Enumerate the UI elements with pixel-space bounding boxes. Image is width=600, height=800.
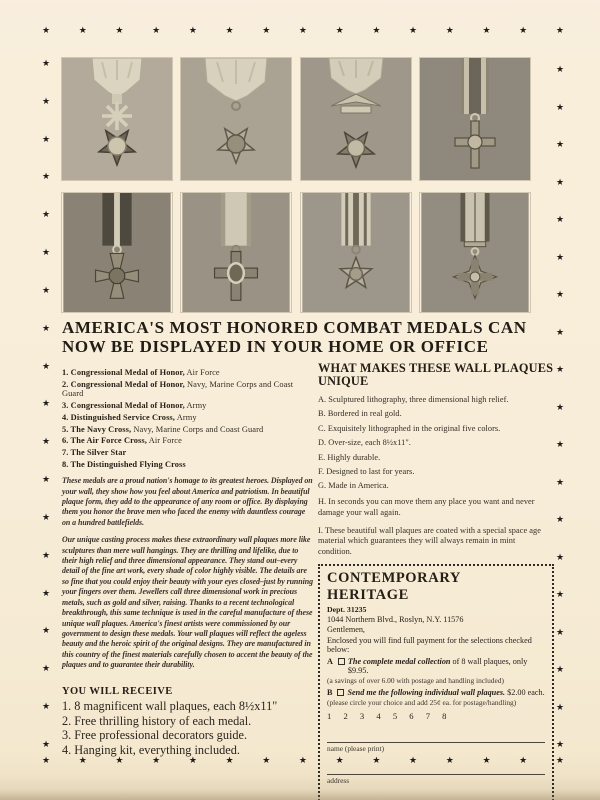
star-icon: ★ <box>42 248 51 259</box>
circle-number-7[interactable]: 7 <box>425 711 433 722</box>
medal-name-list <box>62 368 314 469</box>
unique-heading: WHAT MAKES THESE WALL PLAQUES UNIQUE <box>318 361 554 388</box>
star-icon: ★ <box>409 26 418 36</box>
left-column <box>62 368 314 671</box>
you-will-receive-section <box>62 686 322 757</box>
star-icon: ★ <box>556 177 565 188</box>
star-icon: ★ <box>519 26 528 36</box>
star-icon: ★ <box>42 702 51 713</box>
star-icon: ★ <box>482 26 491 36</box>
option-a-note: (a savings of over 6.00 with postage and handling included) <box>327 676 504 686</box>
star-icon: ★ <box>298 26 307 36</box>
company-name: CONTEMPORARY HERITAGE <box>327 570 461 604</box>
star-icon: ★ <box>42 739 51 750</box>
salutation: Gentlemen, <box>327 625 365 635</box>
distinguished-service-cross-image <box>420 58 530 180</box>
medal-photo-7 <box>301 193 411 312</box>
medal-list-item: 1. Congressional Medal of Honor, Air Force <box>62 368 220 377</box>
star-icon: ★ <box>42 475 51 486</box>
receive-item: 2. Free thrilling history of each medal. <box>62 713 252 728</box>
medal-photo-4 <box>420 58 530 180</box>
star-icon: ★ <box>152 26 161 36</box>
star-border-left <box>42 60 50 750</box>
star-icon: ★ <box>78 756 87 766</box>
medal-list-item: 6. The Air Force Cross, Air Force <box>62 436 182 446</box>
name-field-label: name (please print) <box>327 744 385 754</box>
star-icon: ★ <box>555 756 564 766</box>
star-icon: ★ <box>445 26 454 36</box>
star-icon: ★ <box>42 172 51 183</box>
star-icon: ★ <box>556 702 565 713</box>
star-icon: ★ <box>115 756 124 766</box>
star-icon: ★ <box>42 210 51 221</box>
option-b-row: B Send me the following individual wall plaques. $2.00 each. <box>327 688 545 698</box>
star-icon: ★ <box>115 26 124 36</box>
company-address: 1044 Northern Blvd., Roslyn, N.Y. 11576 <box>327 615 464 625</box>
circle-number-5[interactable]: 5 <box>392 711 400 722</box>
medal-of-honor-army-image <box>301 58 411 180</box>
intro-paragraph-2: Our unique casting process makes these extraordinary wall plaques more like sculptures than mere wall hangings. They are thrilling and lifelike, due to their high relief and three dimensional appearance. They stand out–every detail of the fine art work, every shade of color highly visible. The details are so fine that you could enjoy their beauty with your eyes closed–just by running your fingers over them. Jewellers call three dimensional work in precious metals, such as gold and silver, raising. Thanks to a recent technological breakthrough, this same technique is used in the careful manufacture of these unique wall plaques. America's finest artists were commissioned by our government to design these medals. Your wall plaques will reflect the ageless beauty and the heroic spirit of the original designs. They are manufactured in this country of the finest materials carefully chosen to accent the beauty of the plaques and to guarantee their durability. <box>62 535 313 670</box>
star-icon: ★ <box>225 756 234 766</box>
right-column <box>318 362 558 800</box>
star-icon: ★ <box>556 627 565 638</box>
star-icon: ★ <box>445 756 454 766</box>
star-icon: ★ <box>556 440 565 450</box>
star-icon: ★ <box>556 327 565 338</box>
unique-features-list <box>318 395 558 557</box>
star-icon: ★ <box>42 323 51 334</box>
unique-item: G. Made in America. <box>318 481 389 491</box>
star-icon: ★ <box>225 26 234 36</box>
medal-of-honor-navy-image <box>181 58 291 180</box>
star-icon: ★ <box>556 402 565 413</box>
air-force-cross-image <box>181 193 291 312</box>
star-icon: ★ <box>556 252 565 263</box>
option-b-checkbox[interactable] <box>337 689 344 696</box>
star-icon: ★ <box>556 365 565 375</box>
circle-number-2[interactable]: 2 <box>343 711 350 722</box>
star-icon: ★ <box>556 140 565 150</box>
star-icon: ★ <box>42 512 51 523</box>
address-field[interactable] <box>327 767 545 775</box>
medal-list-item: 4. Distinguished Service Cross, Army <box>62 412 197 422</box>
dept-number: Dept. 31235 <box>327 605 367 615</box>
unique-item: F. Designed to last for years. <box>318 466 415 476</box>
star-icon: ★ <box>335 756 344 766</box>
star-icon: ★ <box>42 59 51 69</box>
star-icon: ★ <box>42 437 51 448</box>
unique-item: D. Over-size, each 8½x11". <box>318 438 411 448</box>
star-icon: ★ <box>42 285 51 296</box>
unique-item: E. Highly durable. <box>318 452 381 462</box>
circle-number-4[interactable]: 4 <box>376 711 383 722</box>
circle-choice-numbers <box>327 711 545 721</box>
silver-star-image <box>301 193 411 312</box>
unique-item: B. Bordered in real gold. <box>318 409 402 419</box>
medal-photo-6 <box>181 193 291 312</box>
star-icon: ★ <box>78 26 87 36</box>
medal-list-item: 2. Congressional Medal of Honor, Navy, Marine Corps and Coast Guard <box>62 379 294 398</box>
star-icon: ★ <box>556 290 565 300</box>
medal-photo-3 <box>301 58 411 180</box>
headline <box>62 318 548 356</box>
star-icon: ★ <box>42 550 51 561</box>
receive-list <box>62 699 322 757</box>
medal-list-item: 5. The Navy Cross, Navy, Marine Corps and Coast Guard <box>62 424 264 434</box>
star-icon: ★ <box>556 552 565 563</box>
star-icon: ★ <box>42 664 51 675</box>
star-icon: ★ <box>152 756 161 766</box>
star-icon: ★ <box>188 756 197 766</box>
medal-photo-5 <box>62 193 172 312</box>
headline-line-2: NOW BE DISPLAYED IN YOUR HOME OR OFFICE <box>62 337 489 356</box>
receive-item: 1. 8 magnificent wall plaques, each 8½x11" <box>62 699 278 713</box>
medal-of-honor-air-force-image <box>62 58 172 180</box>
name-field[interactable] <box>327 735 545 743</box>
receive-heading: YOU WILL RECEIVE <box>62 686 173 697</box>
unique-item: I. These beautiful wall plaques are coated with a special space age material which guarantees they will always remain in mint condition. <box>318 525 541 556</box>
star-icon: ★ <box>372 756 381 766</box>
option-b-note: (please circle your choice and add 25¢ ea. for postage/handling) <box>327 698 517 708</box>
order-coupon <box>318 564 554 800</box>
star-icon: ★ <box>42 134 51 145</box>
star-icon: ★ <box>556 477 565 488</box>
distinguished-flying-cross-image <box>420 193 530 312</box>
receive-item: 3. Free professional decorators guide. <box>62 728 248 743</box>
address-field-label: address <box>327 776 350 786</box>
medal-photo-1 <box>62 58 172 180</box>
star-icon: ★ <box>556 515 565 525</box>
star-icon: ★ <box>188 26 197 36</box>
star-icon: ★ <box>556 590 565 600</box>
unique-item: C. Exquisitely lithographed in the original five colors. <box>318 423 501 433</box>
circle-number-6[interactable]: 6 <box>409 711 416 722</box>
medal-list-item: 3. Congressional Medal of Honor, Army <box>62 400 207 410</box>
intro-copy <box>62 476 314 670</box>
medal-list-item: 8. The Distinguished Flying Cross <box>62 460 186 470</box>
option-a-row: A The complete medal collection of 8 wall plaques, only $9.95. <box>327 657 528 676</box>
address-field-group <box>327 767 545 785</box>
star-icon: ★ <box>556 740 565 750</box>
star-border-top <box>42 27 564 36</box>
star-icon: ★ <box>556 665 565 675</box>
intro-paragraph-1: These medals are a proud nation's homage to its greatest heroes. Displayed on your wall, they show how you feel about America and patriotism. In beautiful plaque form, they add to the appearance of any room or office. By displaying them you honor the brave men who faced the enemy with dauntless courage on a hundred battlefields. <box>62 476 313 527</box>
star-icon: ★ <box>335 26 344 36</box>
star-icon: ★ <box>42 361 51 372</box>
circle-number-3[interactable]: 3 <box>359 711 367 722</box>
star-icon: ★ <box>42 399 51 410</box>
star-icon: ★ <box>482 756 491 766</box>
star-icon: ★ <box>298 756 307 766</box>
receive-item: 4. Hanging kit, everything included. <box>62 742 240 757</box>
unique-item: A. Sculptured lithography, three dimensional high relief. <box>318 395 509 404</box>
medal-photo-row-1 <box>62 58 530 180</box>
coupon-intro: Enclosed you will find full payment for the selections checked below: <box>327 636 532 655</box>
star-icon: ★ <box>519 756 528 766</box>
star-icon: ★ <box>555 26 564 36</box>
star-icon: ★ <box>556 65 565 75</box>
star-icon: ★ <box>262 26 271 36</box>
star-icon: ★ <box>556 215 565 225</box>
headline-line-1: AMERICA'S MOST HONORED COMBAT MEDALS CAN <box>62 318 527 337</box>
medal-photo-row-2 <box>62 193 530 312</box>
navy-cross-image <box>62 193 172 312</box>
star-icon: ★ <box>372 26 381 36</box>
star-icon: ★ <box>42 96 51 107</box>
star-icon: ★ <box>262 756 271 766</box>
star-icon: ★ <box>556 102 565 113</box>
medal-photo-2 <box>181 58 291 180</box>
star-icon: ★ <box>42 626 51 637</box>
star-icon: ★ <box>42 26 51 36</box>
star-icon: ★ <box>409 756 418 766</box>
option-a-checkbox[interactable] <box>338 658 345 665</box>
medal-photo-8 <box>420 193 530 312</box>
star-icon: ★ <box>42 756 51 766</box>
circle-number-8[interactable]: 8 <box>442 711 449 722</box>
circle-number-1[interactable]: 1 <box>327 711 334 722</box>
medal-list-item: 7. The Silver Star <box>62 448 127 458</box>
unique-item: H. In seconds you can move them any place you want and never damage your wall again. <box>318 497 535 517</box>
name-field-group <box>327 735 545 753</box>
star-icon: ★ <box>42 588 51 599</box>
